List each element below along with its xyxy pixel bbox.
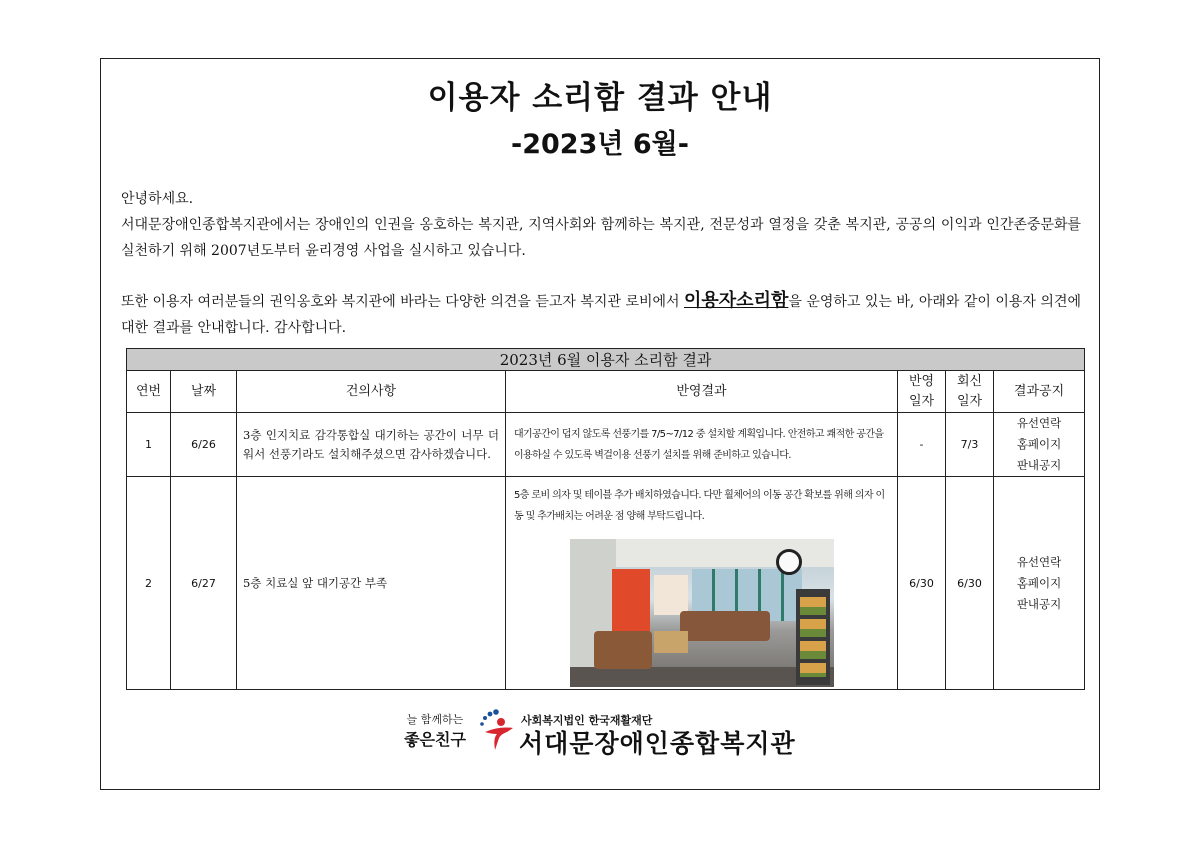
photo-board bbox=[654, 575, 688, 615]
header-reply-date bbox=[946, 371, 994, 413]
row-suggestion: 5층 치료실 앞 대기공간 부족 bbox=[237, 477, 506, 690]
org-name: 서대문장애인종합복지관 bbox=[519, 729, 796, 758]
notice-phone: 유선연락 bbox=[1016, 554, 1062, 569]
greeting-text: 안녕하세요. bbox=[121, 191, 194, 207]
clock-icon bbox=[776, 549, 802, 575]
photo-floor bbox=[570, 667, 834, 687]
page-subtitle: -2023년 6월- bbox=[511, 129, 689, 160]
logo-slogan bbox=[395, 710, 475, 750]
notice-homepage: 홈페이지 bbox=[1016, 575, 1062, 590]
row-applied-date: 6/30 bbox=[898, 477, 946, 690]
photo-brochures bbox=[800, 597, 826, 677]
notice-text-after: 을 운영하고 있는 바, 아래와 같이 이용자 의견에 대한 결과를 안내합니다. 감사합니다. bbox=[121, 294, 1081, 336]
row-no: 1 bbox=[127, 413, 171, 477]
row-no: 2 bbox=[127, 477, 171, 690]
notice-text-before: 또한 이용자 여러분들의 권익옹호와 복지관에 바라는 다양한 의견을 듣고자 복지관 로비에서 bbox=[121, 294, 685, 310]
header-suggestion: 건의사항 bbox=[237, 371, 506, 413]
slogan-line2: 좋은친구 bbox=[404, 730, 466, 749]
row-reply-date: 7/3 bbox=[946, 413, 994, 477]
photo-banner bbox=[612, 569, 650, 639]
page-title: 이용자 소리함 결과 안내 bbox=[427, 80, 773, 116]
row-notice bbox=[994, 413, 1085, 477]
slogan-line1: 늘 함께하는 bbox=[406, 713, 464, 726]
org-subtitle: 사회복지법인 한국재활재단 bbox=[521, 714, 653, 727]
row-date: 6/27 bbox=[171, 477, 237, 690]
header-reply-line2: 일자 bbox=[956, 393, 983, 409]
row-applied-date: - bbox=[898, 413, 946, 477]
row-result bbox=[506, 477, 898, 690]
notice-phone: 유선연락 bbox=[1016, 416, 1062, 430]
photo-sofa bbox=[594, 631, 652, 669]
header-applied-date bbox=[898, 371, 946, 413]
notice-internal: 판내공지 bbox=[1016, 458, 1062, 472]
notice-homepage: 홈페이지 bbox=[1016, 437, 1062, 451]
header-result: 반영결과 bbox=[506, 371, 898, 413]
organization-logo bbox=[395, 706, 805, 756]
table-row bbox=[127, 413, 1085, 477]
table-row bbox=[127, 477, 1085, 690]
notice-internal: 판내공지 bbox=[1016, 596, 1062, 611]
header-no: 연번 bbox=[127, 371, 171, 413]
row-date: 6/26 bbox=[171, 413, 237, 477]
lobby-photo bbox=[570, 539, 834, 687]
suggestion-box-highlight: 이용자소리함 bbox=[684, 290, 789, 311]
logo-mark-icon bbox=[477, 708, 519, 752]
row-result-text: 5층 로비 의자 및 테이블 추가 배치하였습니다. 다만 휠체어의 이동 공간 확보를 위해 의자 이동 및 추가배치는 어려운 점 양해 부탁드립니다. bbox=[514, 490, 885, 522]
header-date: 날짜 bbox=[171, 371, 237, 413]
notice-paragraph bbox=[121, 288, 1081, 341]
photo-table bbox=[654, 631, 688, 653]
header-applied-line2: 일자 bbox=[908, 393, 935, 409]
table-caption: 2023년 6월 이용자 소리함 결과 bbox=[127, 349, 1085, 371]
header-notice: 결과공지 bbox=[994, 371, 1085, 413]
row-result: 대기공간이 덥지 않도록 선풍기를 7/5~7/12 중 설치할 계획입니다. 안전하고 쾌적한 공간을 이용하실 수 있도록 벽걸이용 선풍기 설치를 위해 준비하고 있습니다. bbox=[506, 413, 898, 477]
results-table bbox=[126, 348, 1085, 690]
header-applied-line1: 반영 bbox=[908, 373, 935, 389]
table-header-row bbox=[127, 371, 1085, 413]
row-suggestion: 3층 인지치료 감각통합실 대기하는 공간이 너무 더워서 선풍기라도 설치해주셨으면 감사하겠습니다. bbox=[237, 413, 506, 477]
intro-paragraph: 서대문장애인종합복지관에서는 장애인의 인권을 옹호하는 복지관, 지역사회와 함께하는 복지관, 전문성과 열정을 갖춘 복지관, 공공의 이익과 인간존중문화를 실천하기 위해 2007년도부터 윤리경영 사업을 실시하고 있습니다. bbox=[121, 217, 1081, 259]
row-reply-date: 6/30 bbox=[946, 477, 994, 690]
header-reply-line1: 회신 bbox=[956, 373, 983, 389]
photo-sofa bbox=[680, 611, 770, 641]
row-notice bbox=[994, 477, 1085, 690]
